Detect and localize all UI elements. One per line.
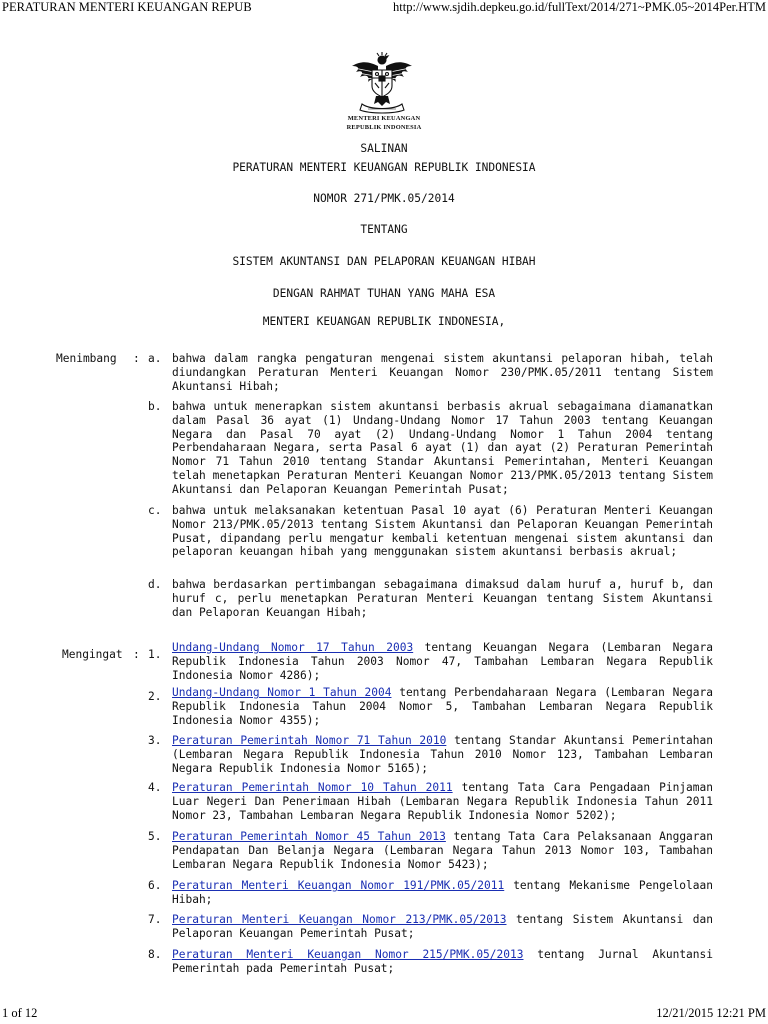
legal-reference-link[interactable]: Peraturan Menteri Keuangan Nomor 215/PMK.05/2013 [172,948,524,961]
menimbang-item-mark: b. [148,400,162,413]
menimbang-item-text: bahwa berdasarkan pertimbangan sebagaimana dimaksud dalam huruf a, huruf b, dan huruf c, perlu menetapkan Peraturan Menteri Keuangan tentang Sistem Akuntansi dan Pelaporan Keuangan Hibah; [172,578,713,619]
mengingat-item-mark: 2. [148,690,162,703]
legal-reference-link[interactable]: Peraturan Menteri Keuangan Nomor 191/PMK.05/2011 [172,879,505,892]
print-footer [0,1006,768,1022]
mengingat-item-text: tentang Standar Akuntansi Pemerintahan (Lembaran Negara Republik Indonesia Tahun 2010 Nomor 123, Tambahan Lembaran Negara Republik Indonesia Nomor 5165); [172,734,713,775]
mengingat-item-text: tentang Tata Cara Pelaksanaan Anggaran Pendapatan Dan Belanja Negara (Lembaran Negara Tahun 2013 Nomor 103, Tambahan Lembaran Negara Republik Indonesia Nomor 5423); [172,830,714,871]
page-counter: 1 of 12 [2,1006,38,1020]
menimbang-item-mark: a. [148,352,162,365]
legal-reference-link[interactable]: Peraturan Pemerintah Nomor 71 Tahun 2010 [172,734,447,747]
menteri-line: MENTERI KEUANGAN REPUBLIK INDONESIA, [262,315,506,328]
mengingat-item-mark: 7. [148,913,162,926]
menimbang-item-text: bahwa dalam rangka pengaturan mengenai sistem akuntansi pelaporan hibah, telah diundangkan Peraturan Menteri Keuangan Nomor 230/PMK.05/2011 tentang Sistem Akuntansi Hibah; [172,352,713,393]
print-header [0,0,768,16]
mengingat-item-mark: 6. [148,879,162,892]
rahmat-line: DENGAN RAHMAT TUHAN YANG MAHA ESA [272,287,496,300]
mengingat-colon: : [133,648,140,661]
mengingat-item-mark: 8. [148,948,162,961]
print-header-url[interactable]: http://www.sjdih.depkeu.go.id/fullText/2014/271~PMK.05~2014Per.HTM [393,0,766,14]
mengingat-item-text: tentang Mekanisme Pengelolaan Hibah; [172,879,713,906]
legal-reference-link[interactable]: Peraturan Menteri Keuangan Nomor 213/PMK.05/2013 [172,913,507,926]
mengingat-label: Mengingat [62,648,123,661]
legal-reference-link[interactable]: Undang-Undang Nomor 17 Tahun 2003 [172,641,414,654]
menimbang-item-text: bahwa untuk melaksanakan ketentuan Pasal 10 ayat (6) Peraturan Menteri Keuangan Nomor 213/PMK.05/2013 tentang Sistem Akuntansi dan Pelaporan Keuangan Pemerintah Pusat, dipandang perlu mengatur kembali ketentuan mengenai sistem akuntansi dan pelaporan keuangan hibah yang menggunakan sistem akuntansi berbasis akrual; [172,504,713,559]
mengingat-item-text: tentang Keuangan Negara (Lembaran Negara Republik Indonesia Tahun 2003 Nomor 47, Tambahan Lembaran Negara Republik Indonesia Nomor 4286); [172,641,713,682]
mengingat-item-text: tentang Jurnal Akuntansi Pemerintah pada Pemerintah Pusat; [172,948,713,975]
menimbang-label: Menimbang [56,352,117,365]
mengingat-item-mark: 5. [148,830,162,843]
regulation-title: PERATURAN MENTERI KEUANGAN REPUBLIK INDONESIA [232,161,536,174]
menimbang-colon: : [133,352,140,365]
menimbang-item-text: bahwa untuk menerapkan sistem akuntansi berbasis akrual sebagaimana diamanatkan dalam Pasal 36 ayat (1) Undang-Undang Nomor 17 Tahun 2003 tentang Keuangan Negara dan Pasal 70 ayat (2) Undang-Undang Nomor 1 Tahun 2004 tentang Perbendaharaan Negara, serta Pasal 6 ayat (1) dan ayat (2) Peraturan Pemerintah Nomor 71 Tahun 2010 tentang Standar Akuntansi Pemerintahan, Menteri Keuangan telah menetapkan Peraturan Menteri Keuangan Nomor 213/PMK.05/2013 tentang Sistem Akuntansi dan Pelaporan Keuangan Pemerintah Pusat; [172,400,713,496]
mengingat-item-text: tentang Tata Cara Pengadaan Pinjaman Luar Negeri Dan Penerimaan Hibah (Lembaran Negara Republik Indonesia Tahun 2011 Nomor 23, Tambahan Lembaran Negara Republik Indonesia Nomor 5202); [172,781,714,822]
print-datetime: 12/21/2015 12:21 PM [656,1006,766,1020]
mengingat-item-mark: 4. [148,781,162,794]
salinan-label: SALINAN [360,142,408,155]
menimbang-item-mark: d. [148,578,162,591]
garuda-emblem-icon [348,52,416,116]
legal-reference-link[interactable]: Peraturan Pemerintah Nomor 10 Tahun 2011 [172,781,453,794]
mengingat-item-text: tentang Sistem Akuntansi dan Pelaporan Keuangan Pemerintah Pusat; [172,913,713,940]
legal-reference-link[interactable]: Undang-Undang Nomor 1 Tahun 2004 [172,686,392,699]
legal-reference-link[interactable]: Peraturan Pemerintah Nomor 45 Tahun 2013 [172,830,446,843]
mengingat-item-text: tentang Perbendaharaan Negara (Lembaran Negara Republik Indonesia Tahun 2004 Nomor 5, Tambahan Lembaran Negara Republik Indonesia Nomor 4355); [172,686,713,727]
menimbang-item-mark: c. [148,504,162,517]
mengingat-item-mark: 1. [148,648,162,661]
mengingat-item-mark: 3. [148,734,162,747]
emblem-caption [0,114,768,132]
regulation-number: NOMOR 271/PMK.05/2014 [313,192,455,205]
emblem-caption-line2: REPUBLIK INDONESIA [346,124,422,131]
emblem-caption-line1: MENTERI KEUANGAN [347,115,421,122]
regulation-subject: SISTEM AKUNTANSI DAN PELAPORAN KEUANGAN HIBAH [232,255,536,268]
print-header-title: PERATURAN MENTERI KEUANGAN REPUB [2,0,252,14]
tentang-label: TENTANG [360,223,408,236]
